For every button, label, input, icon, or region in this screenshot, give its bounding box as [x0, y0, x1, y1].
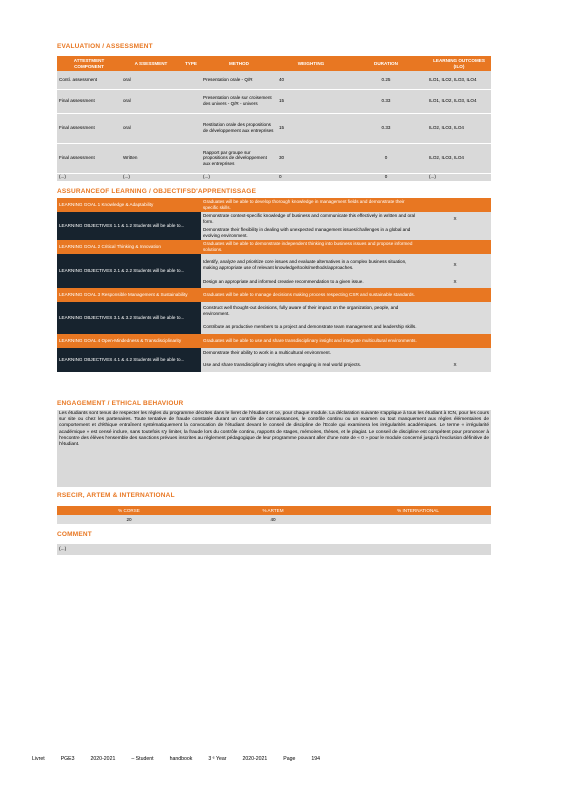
table-row	[57, 71, 491, 89]
goal-text: Graduates will be able to demonstrate independent thinking into business issues and propose informed solutions.	[201, 240, 419, 254]
objective-label: LEARNING OBJECTIVES 4.1 & 4.2 Students will be able to...	[57, 348, 201, 372]
cell: Presentation orale - Q/R	[201, 71, 277, 89]
cell: 0	[345, 173, 427, 181]
cell: ILO2, ILO3, ILO4	[427, 113, 491, 143]
cell: 40	[201, 515, 345, 524]
cell: 15	[277, 113, 345, 143]
cell: 0	[277, 173, 345, 181]
cell: 40	[277, 71, 345, 89]
objective-item: Use and share transdisciplinary insights when engaging in real world projects.	[201, 357, 419, 372]
objective-item: Demonstrate context-specific knowledge of business and communicate this effectively in written and oral form.	[201, 212, 419, 226]
assurance-table	[57, 198, 491, 372]
col-header: A SSESSMENT	[121, 56, 181, 71]
evaluation-header-row	[57, 56, 491, 71]
objective-row	[57, 348, 491, 357]
comment-text: (...)	[57, 544, 491, 555]
cell: 0	[345, 143, 427, 173]
cell: (...)	[427, 173, 491, 181]
col-header: % CORSE	[57, 506, 201, 515]
cell: (...)	[121, 173, 181, 181]
footer-text: PGE3	[60, 756, 75, 762]
goal-label: LEARNING GOAL 4 Open-Mindedness & Transdisciplinarity	[57, 334, 201, 348]
objective-mark: X	[419, 357, 491, 372]
cell: Contì. assessment	[57, 71, 121, 89]
col-header: % INTERNATIONAL	[345, 506, 491, 515]
goal-row	[57, 334, 491, 348]
objective-mark	[419, 320, 491, 334]
cell: oral	[121, 71, 181, 89]
objective-mark: X	[419, 276, 491, 288]
goal-label: LEARNING GOAL 2 Critical Thinking & Innovation	[57, 240, 201, 254]
table-row	[57, 173, 491, 181]
goal-mark	[419, 240, 491, 254]
footer-text: 3 ᵉ Year	[208, 756, 227, 762]
evaluation-table	[57, 56, 491, 181]
goal-mark	[419, 198, 491, 212]
objective-item: Contribute as productive members to a project and demonstrate team management and leadership skills.	[201, 320, 419, 334]
objective-item: Construct well thought-out decisions, fully aware of their impact on the organization, people, and environment.	[201, 302, 419, 320]
footer-text: – Student	[131, 756, 154, 762]
table-row	[57, 143, 491, 173]
rsecir-table	[57, 506, 491, 524]
cell: 15	[277, 89, 345, 113]
col-header: LEARNING OUTCOMES (ILO)	[427, 56, 491, 71]
cell: ILO1, ILO2, ILO3, ILO4	[427, 89, 491, 113]
table-row	[57, 89, 491, 113]
engagement-text: Les étudiants sont tenus de respecter les règles du programme décrites dans le livret de l'étudiant et ce, pour chaque module. La déclaration suivante s'applique à tous les étudiant à ICN, pour les cours sur site ou chez les partenaires. Toute tentative de fraude constatée durant un contrôle de connaissances, le contrôle continu ou un examen ou tout manquement aux règles élémentaires de comportement et d'éthique entraînent systématiquement la convocation de l'étudiant devant le conseil de discipline de l'Ecole qui examinera les irrégularités académiques. Le terme « irrégularité académique » est censé inclure, sans toutefois s'y limiter, la fraude lors du contrôle continu, rapports de stages, mémoires, thèses, et le plagiat. Le conseil de discipline est compétent pour prononcer à l'encontre des élèves l'ensemble des sanctions prévues inscrites au règlement pédagogique de leur programme pouvant aller d'une note de « 0 » pour le module concerné jusqu'à l'exclusion définitive de l'étudiant.	[57, 410, 491, 487]
goal-row	[57, 198, 491, 212]
cell	[181, 173, 201, 181]
cell	[345, 515, 491, 524]
cell: (...)	[57, 173, 121, 181]
objective-item: Identify, analyze and prioritize core issues and evaluate alternatives in a complex business situation, making appropriate use of relevant knowledge/tools/methods/approaches.	[201, 254, 419, 276]
goal-text: Graduates will be able to use and share transdisciplinary insight and integrate multicultural environments.	[201, 334, 419, 348]
cell: oral	[121, 113, 181, 143]
footer-text: Livret	[32, 756, 45, 762]
cell: Final assessment	[57, 143, 121, 173]
objective-mark	[419, 348, 491, 357]
objective-item: Design an appropriate and informed creative recommendation to a given issue.	[201, 276, 419, 288]
cell: Rapport par groupe sur propositions de développement aux entreprises	[201, 143, 277, 173]
goal-label: LEARNING GOAL 1 Knowledge & Adaptability	[57, 198, 201, 212]
footer-text: handbook	[169, 756, 193, 762]
cell: Final assessment	[57, 89, 121, 113]
table-row	[57, 113, 491, 143]
cell	[181, 143, 201, 173]
objective-mark: X	[419, 254, 491, 276]
cell: ILO1, ILO2, ILO3, ILO4	[427, 71, 491, 89]
col-header: DURATION	[345, 56, 427, 71]
objective-item: Demonstrate their ability to work in a multicultural environment.	[201, 348, 419, 357]
cell: Written	[121, 143, 181, 173]
goal-label: LEARNING GOAL 3 Responsible Management & Sustainability	[57, 288, 201, 302]
goal-text: Graduates will be able to manage decisions making process respecting CSR and sustainable standards.	[201, 288, 419, 302]
cell	[181, 71, 201, 89]
cell: oral	[121, 89, 181, 113]
footer-text: 2020-2021	[90, 756, 116, 762]
cell	[181, 89, 201, 113]
cell: 30	[277, 143, 345, 173]
page-number: 194	[311, 756, 321, 762]
objective-item: Demonstrate their flexibility in dealing with unexpected management issues/challenges in a global and evolving environment.	[201, 226, 419, 240]
cell: (...)	[201, 173, 277, 181]
goal-row	[57, 288, 491, 302]
cell: Final assessment	[57, 113, 121, 143]
cell: 20	[57, 515, 201, 524]
col-header: WEIGHTING	[277, 56, 345, 71]
col-header: ATTESTMENT COMPONENT	[57, 56, 121, 71]
rsecir-header-row	[57, 506, 491, 515]
objective-row	[57, 302, 491, 320]
objective-label: LEARNING OBJECTIVES 1.1 & 1.2 Students will be able to...	[57, 212, 201, 240]
cell: 0.33	[345, 89, 427, 113]
cell	[181, 113, 201, 143]
goal-row	[57, 240, 491, 254]
assurance-title: ASSURANCEOF LEARNING / OBJECTIFSD'APPRENTISSAGE	[57, 188, 257, 195]
goal-mark	[419, 334, 491, 348]
objective-mark: X	[419, 212, 491, 226]
objective-mark	[419, 302, 491, 320]
cell: 0.25	[345, 71, 427, 89]
footer-text: 2020-2021	[242, 756, 268, 762]
cell: ILO2, ILO3, ILO4	[427, 143, 491, 173]
objective-label: LEARNING OBJECTIVES 2.1 & 2.2 Students will be able to...	[57, 254, 201, 288]
goal-text: Graduates will be able to develop thorough knowledge in management fields and demonstrate their specific skills.	[201, 198, 419, 212]
table-row	[57, 515, 491, 524]
rsecir-title: RSECIR, ARTEM & INTERNATIONAL	[57, 492, 175, 499]
cell: 0.33	[345, 113, 427, 143]
objective-label: LEARNING OBJECTIVES 3.1 & 3.2 Students will be able to...	[57, 302, 201, 334]
goal-mark	[419, 288, 491, 302]
col-header: % ARTEM	[201, 506, 345, 515]
col-header: TYPE	[181, 56, 201, 71]
objective-mark	[419, 226, 491, 240]
cell: Presentation orale sur croisement des univers - Q/R - univers	[201, 89, 277, 113]
engagement-title: ENGAGEMENT / ETHICAL BEHAVIOUR	[57, 400, 184, 407]
footer-text: Page	[283, 756, 296, 762]
comment-title: COMMENT	[57, 531, 92, 538]
objective-row	[57, 254, 491, 276]
objective-row	[57, 212, 491, 226]
evaluation-title: EVALUATION / ASSESSMENT	[57, 43, 153, 50]
page-footer	[32, 756, 336, 762]
col-header: METHOD	[201, 56, 277, 71]
cell: Restitution orale des propositions de développement aux entreprises	[201, 113, 277, 143]
